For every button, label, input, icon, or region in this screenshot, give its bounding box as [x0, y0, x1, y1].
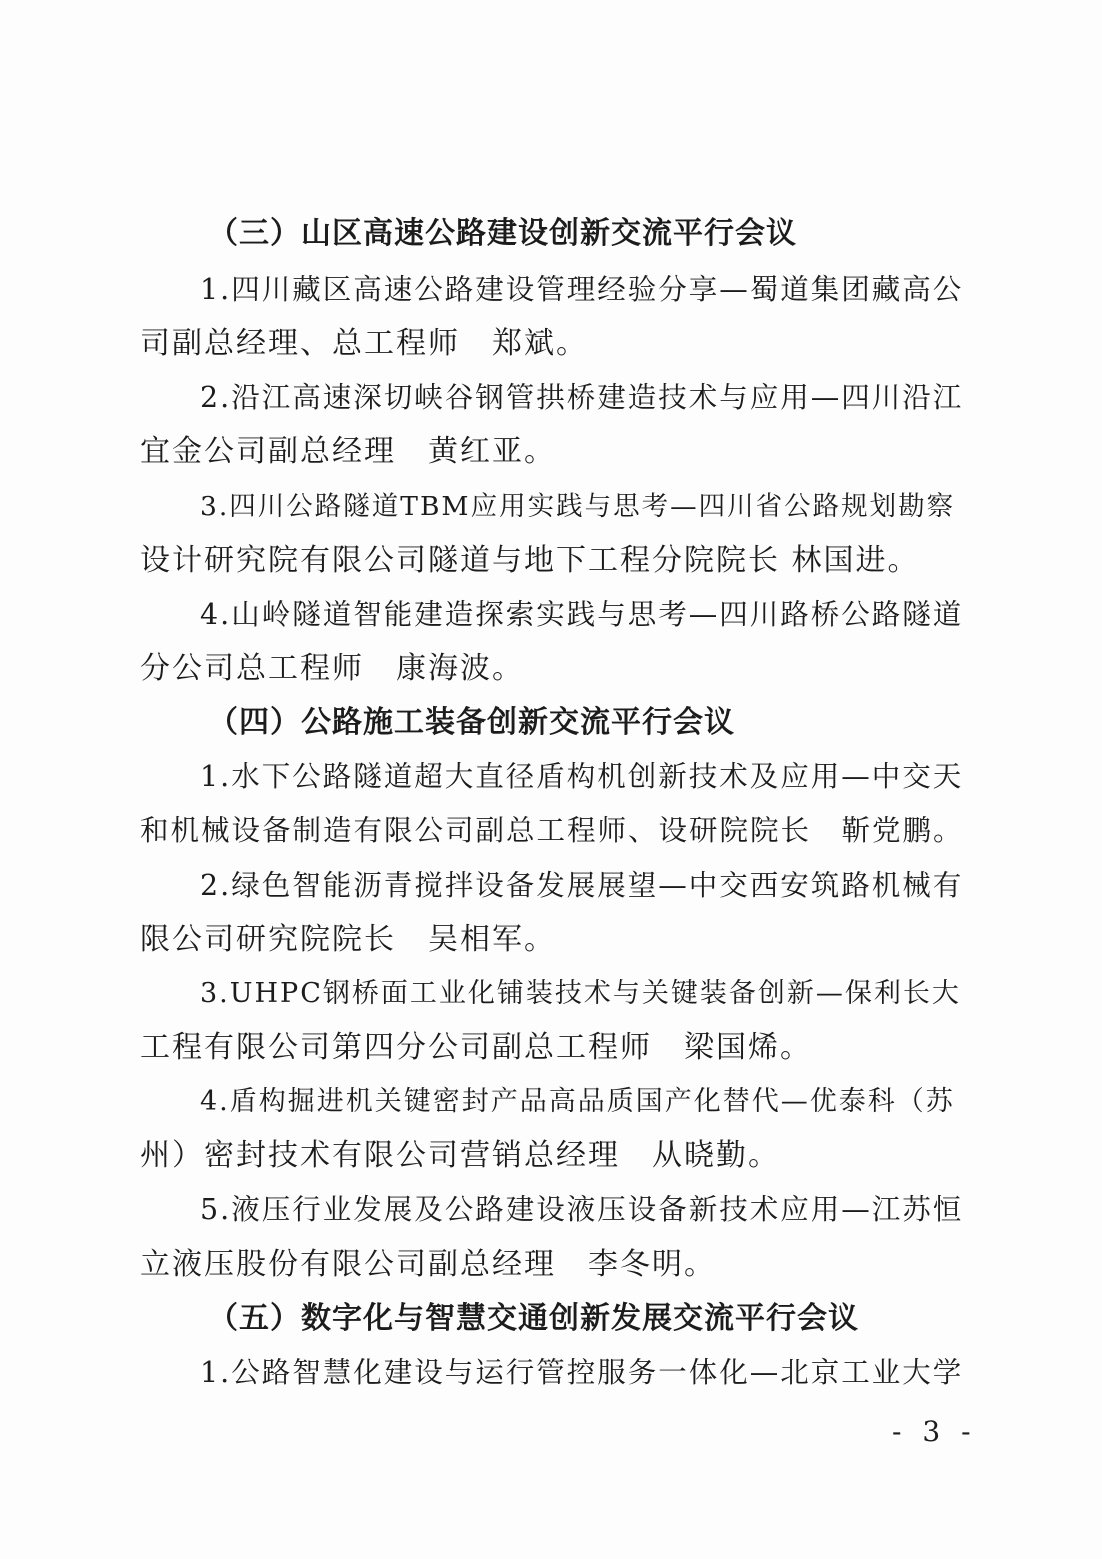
item-line: 立液压股份有限公司副总经理 李冬明。 [140, 1247, 716, 1282]
item-line: 限公司研究院院长 吴相军。 [140, 922, 556, 957]
item-line: 宜金公司副总经理 黄红亚。 [140, 434, 556, 469]
section-heading-3: （三）山区高速公路建设创新交流平行会议 [208, 216, 797, 251]
item-line: 5.液压行业发展及公路建设液压设备新技术应用—江苏恒 [200, 1193, 964, 1226]
item-line: 和机械设备制造有限公司副总工程师、设研院院长 靳党鹏。 [140, 814, 964, 847]
item-line: 分公司总工程师 康海波。 [140, 651, 524, 686]
page-number: - 3 - [892, 1415, 977, 1448]
item-line: 3.四川公路隧道TBM应用实践与思考—四川省公路规划勘察 [200, 491, 956, 522]
item-line: 工程有限公司第四分公司副总工程师 梁国烯。 [140, 1030, 812, 1065]
item-line: 4.盾构掘进机关键密封产品高品质国产化替代—优泰科（苏 [200, 1086, 955, 1117]
item-line: 2.绿色智能沥青搅拌设备发展展望—中交西安筑路机械有 [200, 869, 964, 902]
section-heading-5: （五）数字化与智慧交通创新发展交流平行会议 [208, 1301, 859, 1336]
item-line: 司副总经理、总工程师 郑斌。 [140, 326, 588, 361]
section-heading-4: （四）公路施工装备创新交流平行会议 [208, 705, 735, 740]
item-line: 2.沿江高速深切峡谷钢管拱桥建造技术与应用—四川沿江 [200, 381, 964, 414]
item-line: 1.四川藏区高速公路建设管理经验分享—蜀道集团藏高公 [200, 273, 964, 306]
item-line: 3.UHPC钢桥面工业化铺装技术与关键装备创新—保利长大 [200, 978, 961, 1009]
item-line: 1.水下公路隧道超大直径盾构机创新技术及应用—中交天 [200, 760, 964, 793]
item-line: 设计研究院有限公司隧道与地下工程分院院长 林国进。 [140, 543, 920, 578]
item-line: 州）密封技术有限公司营销总经理 从晓勤。 [140, 1138, 780, 1173]
item-line: 4.山岭隧道智能建造探索实践与思考—四川路桥公路隧道 [200, 598, 964, 631]
item-line: 1.公路智慧化建设与运行管控服务一体化—北京工业大学 [200, 1356, 964, 1389]
